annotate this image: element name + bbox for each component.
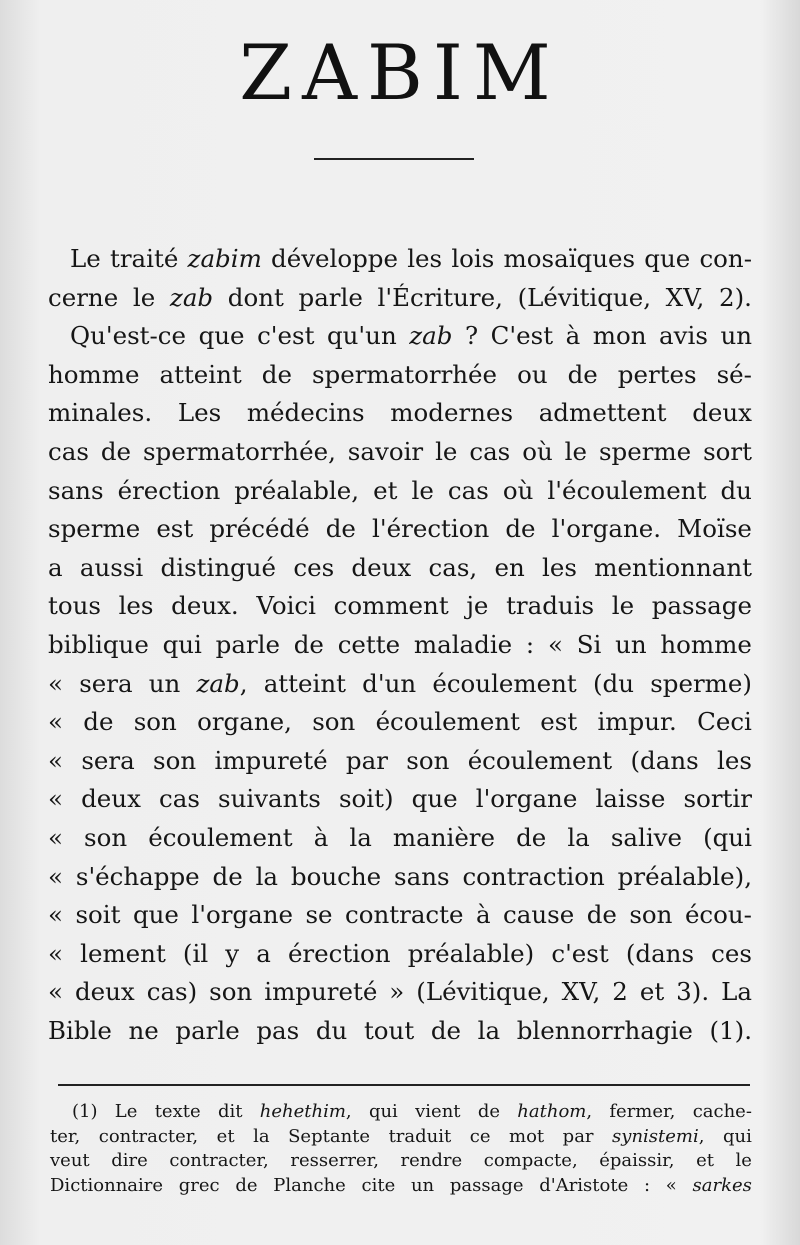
word: admettent <box>538 398 667 428</box>
word: je <box>466 591 489 621</box>
text-line <box>48 472 752 511</box>
word: du <box>720 475 752 505</box>
word: cas <box>48 436 89 466</box>
word: un <box>410 1174 435 1196</box>
word: Septante <box>288 1125 371 1147</box>
word: fermer, <box>609 1101 676 1122</box>
word: minales. <box>48 398 153 428</box>
word: Moïse <box>677 514 752 544</box>
word: Le <box>70 244 101 273</box>
word: Le <box>114 1101 138 1122</box>
main-text <box>48 240 752 1050</box>
word: deux <box>74 977 135 1007</box>
word: homme <box>660 629 752 659</box>
word: lement <box>80 938 166 968</box>
word: hehethim, <box>259 1101 352 1122</box>
word: La <box>721 977 752 1007</box>
word: sera <box>79 668 133 698</box>
text-line <box>48 935 752 974</box>
word: c'est <box>551 938 609 968</box>
word: de <box>235 1174 258 1196</box>
word: et <box>216 1125 235 1147</box>
word: de <box>505 514 536 544</box>
word: est <box>156 514 194 544</box>
word: son <box>312 707 356 737</box>
word: du <box>315 1015 348 1045</box>
word: sera <box>81 745 135 775</box>
word: écoulement <box>375 707 521 737</box>
word: le <box>435 436 458 466</box>
word: son <box>153 745 197 775</box>
word: en <box>494 552 525 582</box>
word: contracter, <box>98 1125 199 1147</box>
word: impureté <box>264 977 378 1007</box>
footnote-divider <box>58 1084 750 1086</box>
word: traduis <box>506 591 595 621</box>
word: grec <box>178 1174 220 1196</box>
word: « <box>48 707 63 737</box>
word: C'est <box>490 321 554 351</box>
word: l'organe. <box>551 514 662 544</box>
word: son <box>209 977 253 1007</box>
word: contracter, <box>169 1150 269 1171</box>
word: les <box>118 591 154 621</box>
word: zabim <box>187 244 262 273</box>
word: dit <box>217 1101 243 1122</box>
word: « <box>48 900 63 930</box>
word: Planche <box>273 1174 346 1196</box>
text-line <box>48 279 752 318</box>
word: sperme <box>48 514 141 544</box>
word: sarkes <box>692 1174 752 1196</box>
word: deux <box>351 552 412 582</box>
text-line <box>48 510 752 549</box>
text-line <box>48 356 752 395</box>
word: son <box>84 822 128 852</box>
word: parle <box>215 629 280 659</box>
word: tout <box>363 1015 415 1045</box>
word: d'un <box>362 668 417 698</box>
word: soit <box>75 900 121 930</box>
word: « <box>665 1174 677 1196</box>
word: où <box>522 436 553 466</box>
word: érection <box>117 475 221 505</box>
word: son <box>406 745 450 775</box>
word: de <box>261 359 292 389</box>
word: développe <box>271 244 398 273</box>
word: texte <box>154 1101 201 1122</box>
word: Voici <box>256 591 316 621</box>
word: sortir <box>683 784 752 814</box>
word: tous <box>48 591 101 621</box>
word: « <box>48 745 63 775</box>
word: deux <box>81 784 141 814</box>
word: impureté <box>214 745 328 775</box>
word: un <box>615 629 647 659</box>
word: salive <box>610 822 683 852</box>
word: est <box>540 707 578 737</box>
word: rendre <box>400 1150 463 1171</box>
word: a <box>256 938 271 968</box>
word: que <box>198 321 245 351</box>
word: son <box>629 900 673 930</box>
word: 2 <box>612 977 628 1007</box>
word: homme <box>48 359 140 389</box>
text-line <box>48 780 752 819</box>
word: cas <box>159 784 200 814</box>
word: la <box>567 822 590 852</box>
text-line <box>48 240 752 279</box>
word: la <box>477 1015 501 1045</box>
word: synistemi, <box>612 1125 705 1147</box>
word: précédé <box>209 514 310 544</box>
word: s'échappe <box>75 861 200 891</box>
word: cas, <box>428 552 478 582</box>
word: de <box>100 436 132 466</box>
word: « <box>48 977 63 1007</box>
word: le <box>411 475 434 505</box>
word: con- <box>699 244 752 273</box>
text-line <box>48 549 752 588</box>
word: et <box>373 475 398 505</box>
word: de <box>516 822 547 852</box>
word: veut <box>50 1150 90 1171</box>
word: l'érection <box>372 514 490 544</box>
word: ces <box>711 938 752 968</box>
word: 2). <box>718 282 752 312</box>
text-line <box>48 973 752 1012</box>
word: biblique <box>48 629 149 659</box>
word: (il <box>182 938 209 968</box>
word: Ceci <box>697 707 752 737</box>
word: l'écoulement <box>547 475 707 505</box>
word: lois <box>451 244 495 273</box>
word: Qu'est-ce <box>70 321 187 351</box>
word: cite <box>361 1174 396 1196</box>
word: zab <box>169 282 214 312</box>
footnote-line <box>50 1100 752 1125</box>
word: (dans <box>625 938 695 968</box>
text-line <box>48 433 752 472</box>
word: « <box>48 861 63 891</box>
word: sé- <box>716 359 752 389</box>
word: laisse <box>595 784 666 814</box>
word: maladie <box>413 629 513 659</box>
word: resserrer, <box>290 1150 379 1171</box>
word: sort <box>703 436 752 466</box>
word: passage <box>449 1174 524 1196</box>
text-line <box>48 703 752 742</box>
word: de <box>83 707 114 737</box>
word: atteint <box>159 359 242 389</box>
word: par <box>562 1125 594 1147</box>
word: de <box>212 861 243 891</box>
word: spermatorrhée, <box>142 436 336 466</box>
word: Les <box>177 398 222 428</box>
word: modernes <box>390 398 514 428</box>
word: d'Aristote <box>539 1174 629 1196</box>
text-line <box>48 587 752 626</box>
word: l'Écriture, <box>377 282 503 312</box>
word: « <box>48 784 63 814</box>
word: traduit <box>388 1125 452 1147</box>
word: a <box>48 552 63 582</box>
word: qui <box>368 1101 398 1122</box>
word: le <box>132 282 156 312</box>
word: les <box>407 244 443 273</box>
word: les <box>542 552 577 582</box>
word: contracte <box>345 900 464 930</box>
word: contraction <box>462 861 605 891</box>
word: ce <box>469 1125 491 1147</box>
word: que <box>411 784 458 814</box>
word: cas <box>469 436 511 466</box>
text-line <box>48 317 752 356</box>
word: vient <box>415 1101 461 1122</box>
word: qu'un <box>326 321 397 351</box>
word: cerne <box>48 282 119 312</box>
word: (Lévitique, <box>517 282 651 312</box>
word: (du <box>592 668 634 698</box>
word: cache- <box>692 1101 752 1122</box>
word: que <box>644 244 691 273</box>
word: l'organe <box>191 900 293 930</box>
word: parle <box>175 1015 240 1045</box>
word: de <box>430 1015 461 1045</box>
text-line <box>48 896 752 935</box>
word: préalable, <box>234 475 360 505</box>
word: le <box>611 591 635 621</box>
word: médecins <box>246 398 365 428</box>
word: zab <box>409 321 453 351</box>
footnote-line <box>50 1174 752 1199</box>
word: les <box>717 745 752 775</box>
word: traité <box>109 244 179 273</box>
word: dire <box>111 1150 148 1171</box>
word: ces <box>293 552 335 582</box>
word: impur. <box>597 707 677 737</box>
word: : <box>525 629 535 659</box>
word: pas <box>256 1015 300 1045</box>
title-divider <box>314 158 474 160</box>
word: mot <box>509 1125 545 1147</box>
word: 3). <box>676 977 710 1007</box>
word: cette <box>337 629 401 659</box>
word: préalable), <box>617 861 752 891</box>
word: mentionnant <box>594 552 752 582</box>
word: de <box>325 514 356 544</box>
word: bouche <box>290 861 382 891</box>
footnote <box>50 1100 752 1198</box>
word: sans <box>48 475 104 505</box>
word: » <box>389 977 405 1007</box>
word: et <box>639 977 665 1007</box>
word: un <box>720 321 752 351</box>
word: zab, <box>196 668 248 698</box>
word: le <box>735 1150 752 1171</box>
word: blennorrhagie <box>516 1015 693 1045</box>
word: « <box>48 822 63 852</box>
word: mon <box>592 321 647 351</box>
footnote-line <box>50 1149 752 1174</box>
word: à <box>313 822 329 852</box>
text-line <box>48 742 752 781</box>
word: deux. <box>171 591 239 621</box>
word: Bible <box>48 1015 112 1045</box>
word: aussi <box>79 552 144 582</box>
word: : <box>643 1174 651 1196</box>
word: suivants <box>218 784 321 814</box>
word: par <box>345 745 388 775</box>
word: « <box>48 938 63 968</box>
word: (1) <box>72 1101 98 1122</box>
word: épaissir, <box>599 1150 675 1171</box>
word: écou- <box>684 900 752 930</box>
word: érection <box>287 938 391 968</box>
word: cause <box>503 900 575 930</box>
word: (dans <box>630 745 699 775</box>
text-line <box>48 626 752 665</box>
word: de <box>567 359 598 389</box>
word: préalable) <box>407 938 535 968</box>
word: la <box>349 822 372 852</box>
word: avis <box>659 321 708 351</box>
word: qui <box>162 629 202 659</box>
text-line <box>48 665 752 704</box>
word: la <box>255 861 279 891</box>
word: parle <box>298 282 363 312</box>
word: manière <box>392 822 496 852</box>
word: cas <box>447 475 489 505</box>
word: ter, <box>50 1125 81 1147</box>
word: soit) <box>338 784 394 814</box>
word: ne <box>128 1015 159 1045</box>
word: écoulement <box>432 668 577 698</box>
word: compacte, <box>483 1150 578 1171</box>
word: à <box>565 321 581 351</box>
word: distingué <box>160 552 277 582</box>
text-line <box>48 819 752 858</box>
word: à <box>475 900 491 930</box>
word: écoulement <box>467 745 613 775</box>
word: pertes <box>617 359 697 389</box>
word: ou <box>517 359 548 389</box>
text-line <box>48 1012 752 1051</box>
word: se <box>305 900 333 930</box>
word: qui <box>723 1125 752 1147</box>
word: ? <box>465 321 479 351</box>
word: XV, <box>665 282 705 312</box>
word: écoulement <box>148 822 293 852</box>
word: spermatorrhée <box>311 359 498 389</box>
word: (qui <box>703 822 752 852</box>
chapter-title: ZABIM <box>239 28 561 117</box>
word: Si <box>576 629 602 659</box>
word: de <box>477 1101 500 1122</box>
word: sperme <box>598 436 692 466</box>
word: comment <box>333 591 449 621</box>
word: mosaïques <box>503 244 636 273</box>
text-line <box>48 858 752 897</box>
word: organe, <box>197 707 292 737</box>
word: dont <box>227 282 284 312</box>
word: XV, <box>561 977 601 1007</box>
word: sperme) <box>650 668 752 698</box>
word: (Lévitique, <box>416 977 550 1007</box>
footnote-line <box>50 1125 752 1150</box>
word: « <box>547 629 563 659</box>
word: atteint <box>263 668 346 698</box>
word: et <box>696 1150 714 1171</box>
word: le <box>564 436 587 466</box>
word: de <box>586 900 617 930</box>
word: cas) <box>146 977 198 1007</box>
word: deux <box>692 398 752 428</box>
word: où <box>502 475 534 505</box>
word: que <box>132 900 179 930</box>
word: « <box>48 668 63 698</box>
word: son <box>133 707 177 737</box>
word: passage <box>651 591 752 621</box>
word: savoir <box>347 436 424 466</box>
word: de <box>293 629 324 659</box>
word: hathom, <box>517 1101 593 1122</box>
word: l'organe <box>475 784 578 814</box>
word: Dictionnaire <box>50 1174 164 1196</box>
word: sans <box>394 861 450 891</box>
word: la <box>253 1125 270 1147</box>
text-line <box>48 394 752 433</box>
word: y <box>225 938 240 968</box>
word: c'est <box>257 321 315 351</box>
word: (1). <box>709 1015 752 1045</box>
word: un <box>148 668 181 698</box>
